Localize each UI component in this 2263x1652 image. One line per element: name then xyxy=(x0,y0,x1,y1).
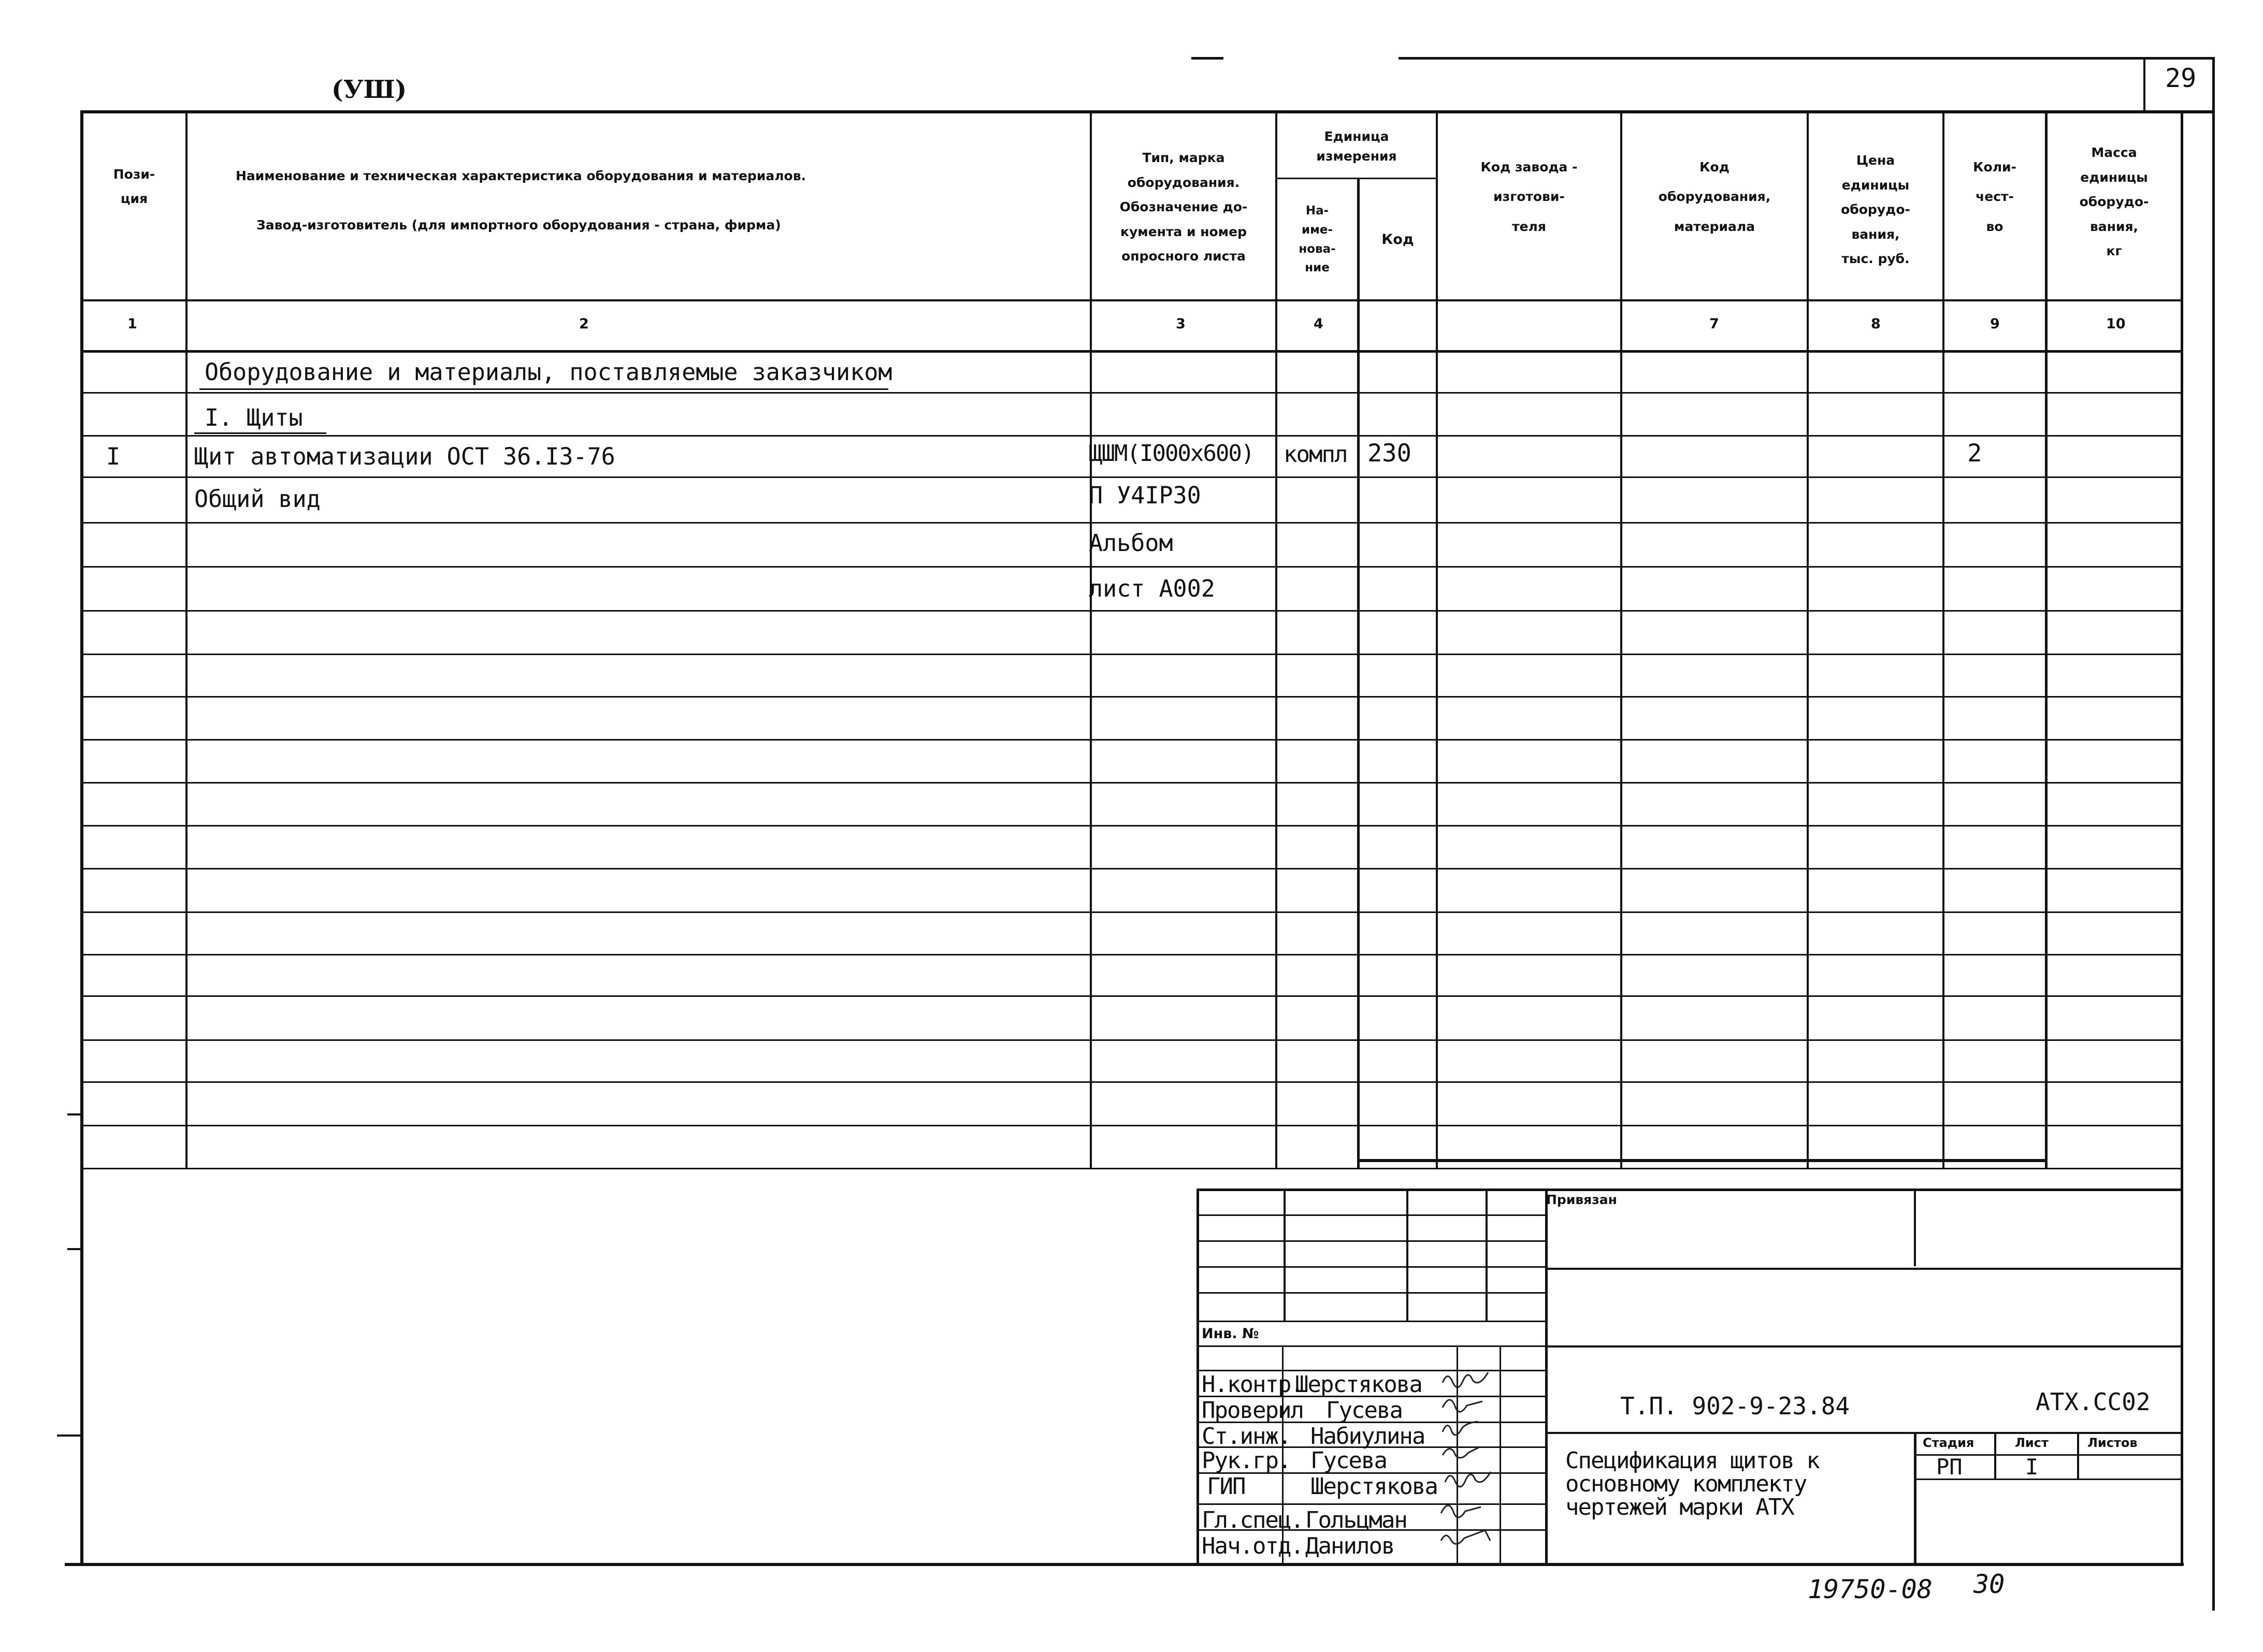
row-unit-name: компл xyxy=(1284,441,1347,468)
signature-marks xyxy=(1440,1367,1507,1564)
row-name: Общий вид xyxy=(194,485,321,513)
row-line xyxy=(82,435,2182,437)
col-number: 8 xyxy=(1871,316,1881,332)
title-block-line xyxy=(1914,1432,1916,1566)
title-block-line xyxy=(1197,1189,1199,1566)
header-unit: Единица измерения xyxy=(1316,129,1397,164)
role-chief-specialist: Гл.спец. xyxy=(1202,1507,1303,1533)
document-title-line1: Спецификация щитов к xyxy=(1565,1447,1819,1474)
title-block-line xyxy=(1197,1214,1546,1216)
frame-left xyxy=(80,110,83,1565)
title-block-line xyxy=(1545,1345,2183,1347)
header-name-line1: Наименование и техническая характеристика оборудования и материалов. xyxy=(236,168,806,183)
row-type: П У4IР30 xyxy=(1089,482,1201,509)
document-title-line3: чертежей марки АТХ xyxy=(1565,1494,1794,1520)
title-block-line xyxy=(1197,1189,2183,1191)
top-dash xyxy=(1191,57,1223,60)
title-block-line xyxy=(1406,1189,1408,1321)
row-line xyxy=(82,954,2182,955)
title-block-line xyxy=(1284,1189,1286,1321)
name-senior-engineer: Набиулина xyxy=(1310,1423,1425,1450)
row-line xyxy=(82,566,2182,568)
stage-label: Стадия xyxy=(1923,1436,1974,1450)
col-number: 3 xyxy=(1176,316,1186,332)
col-number: 7 xyxy=(1709,316,1719,332)
header-unit-code: Код xyxy=(1381,231,1414,248)
row-line xyxy=(82,739,2182,741)
col-number: 1 xyxy=(127,316,137,332)
title-block-line xyxy=(1545,1432,2183,1434)
footer-page: 30 xyxy=(1973,1569,2005,1599)
row-line xyxy=(82,1081,2182,1083)
title-block-line xyxy=(1914,1189,1916,1266)
row-type: Альбом xyxy=(1089,529,1173,557)
name-group-lead: Гусева xyxy=(1310,1447,1387,1474)
role-group-lead: Рук.гр. xyxy=(1202,1447,1291,1474)
title-block-line xyxy=(1197,1292,1546,1294)
row-unit-code: 230 xyxy=(1367,439,1411,468)
title-block-line xyxy=(1994,1432,1996,1479)
row-line xyxy=(82,696,2182,698)
name-dept-head: Данилов xyxy=(1305,1533,1394,1559)
inventory-label: Инв. № xyxy=(1202,1326,1259,1342)
role-checked: Проверил xyxy=(1202,1397,1303,1424)
header-unit-name: На- име- нова- ние xyxy=(1299,204,1336,275)
row-line xyxy=(82,476,2182,478)
title-block-line xyxy=(1545,1189,1548,1566)
top-frame-line xyxy=(1399,57,2214,60)
row-line xyxy=(82,825,2182,827)
sheets-label: Листов xyxy=(2087,1436,2138,1450)
col-number: 4 xyxy=(1314,316,1323,332)
name-chief-engineer: Шерстякова xyxy=(1310,1473,1437,1500)
title-block-line xyxy=(1486,1189,1488,1321)
row-line xyxy=(82,911,2182,913)
header-quantity: Коли- чест- во xyxy=(1973,159,2016,234)
section-heading: Оборудование и материалы, поставляемые заказчиком xyxy=(205,358,892,386)
role-chief-engineer: ГИП xyxy=(1207,1473,1245,1500)
role-n-kontr: Н.контр. xyxy=(1202,1371,1303,1398)
header-name-line2: Завод-изготовитель (для импортного оборудования - страна, фирма) xyxy=(256,218,781,233)
col-number: 2 xyxy=(579,316,589,332)
role-senior-engineer: Ст.инж. xyxy=(1202,1423,1291,1450)
project-number: Т.П. 902-9-23.84 xyxy=(1620,1392,1850,1420)
row-line xyxy=(82,995,2182,997)
row-name: Щит автоматизации ОСТ 36.I3-76 xyxy=(194,443,615,470)
row-line xyxy=(82,654,2182,655)
header-type: Тип, марка оборудования. Обозначение до- кумента и номер опросного листа xyxy=(1119,150,1248,264)
row-line xyxy=(82,1125,2182,1126)
col-number: 9 xyxy=(1990,316,2000,332)
sheet-value: I xyxy=(2025,1454,2039,1480)
header-position: Пози- ция xyxy=(113,166,155,206)
stage-value: РП xyxy=(1936,1454,1963,1480)
header-price: Цена единицы оборудо- вания, тыс. руб. xyxy=(1841,153,1910,267)
row-type: ЩШМ(I000x600) xyxy=(1089,440,1254,467)
row-line xyxy=(82,392,2182,394)
row-quantity: 2 xyxy=(1967,439,1982,468)
sheet-label: Лист xyxy=(2015,1436,2049,1450)
title-block-line xyxy=(1197,1321,1546,1322)
section-mark: (УШ) xyxy=(331,75,407,104)
frame-top xyxy=(80,110,2215,113)
row-type: лист А002 xyxy=(1089,575,1215,602)
row-line xyxy=(82,522,2182,524)
row-line xyxy=(82,868,2182,870)
name-chief-specialist: Гольцман xyxy=(1305,1507,1407,1533)
name-n-kontr: Шерстякова xyxy=(1295,1371,1422,1398)
name-checked: Гусева xyxy=(1326,1397,1402,1424)
title-block-line xyxy=(1197,1266,1546,1268)
sheet-number: 29 xyxy=(2165,63,2197,93)
document-title-line2: основному комплекту xyxy=(1565,1471,1807,1497)
row-line xyxy=(82,782,2182,784)
row-line xyxy=(82,610,2182,612)
row-position: I xyxy=(106,443,121,470)
col-number: 10 xyxy=(2106,316,2126,332)
role-dept-head: Нач.отд. xyxy=(1202,1533,1303,1559)
title-block-line xyxy=(1197,1345,1546,1347)
frame-bottom xyxy=(65,1563,2184,1566)
subsection-heading: I. Щиты xyxy=(205,404,303,431)
document-code: АТХ.СС02 xyxy=(2036,1388,2151,1416)
attached-label: Привязан xyxy=(1546,1192,1617,1207)
header-factory-code: Код завода - изготови- теля xyxy=(1480,159,1578,234)
title-block-line xyxy=(1197,1240,1546,1242)
title-block-line xyxy=(2077,1432,2079,1479)
row-line xyxy=(82,1168,2182,1169)
footer-code: 19750-08 xyxy=(1808,1574,1933,1604)
title-block-line xyxy=(1545,1268,2183,1270)
row-line xyxy=(82,1039,2182,1041)
header-mass: Масса единицы оборудо- вания, кг xyxy=(2079,145,2149,259)
header-equipment-code: Код оборудования, материала xyxy=(1658,159,1771,234)
